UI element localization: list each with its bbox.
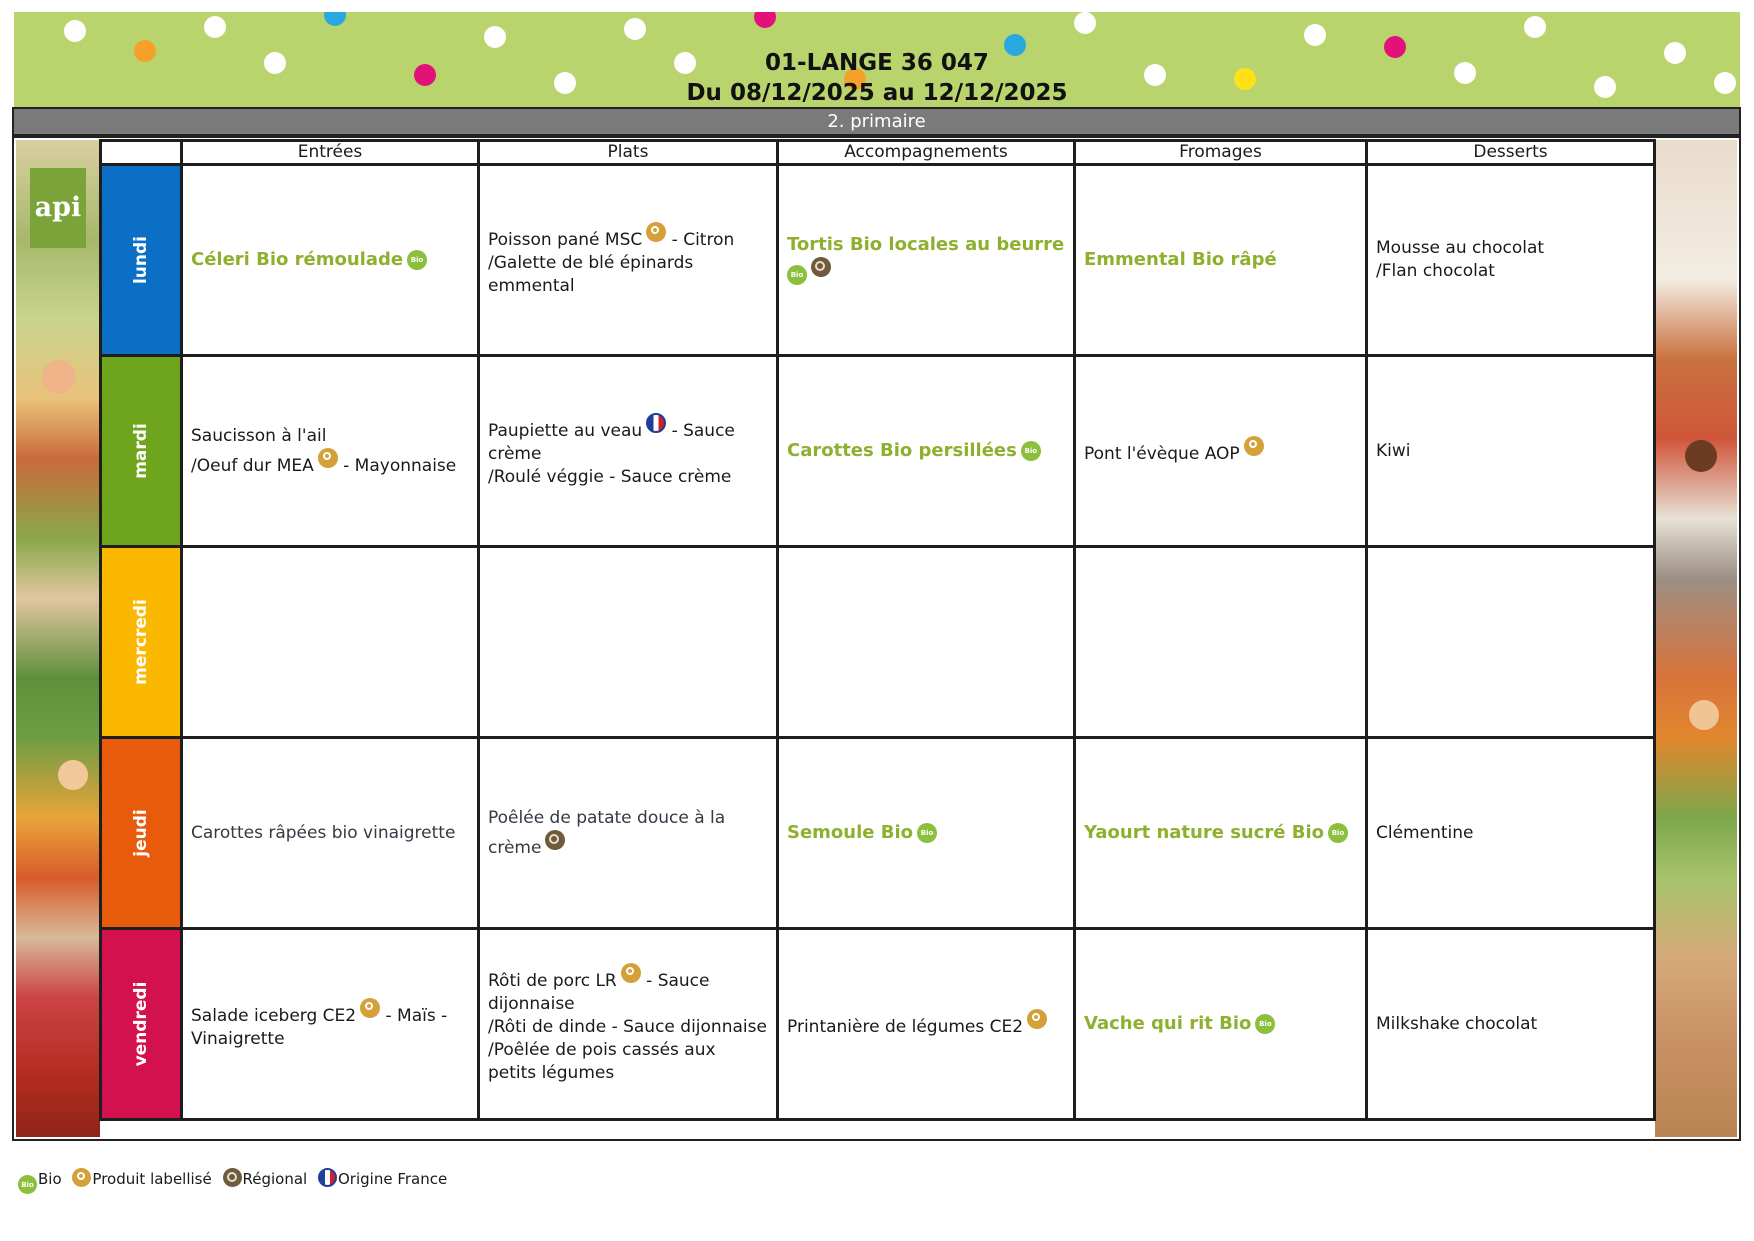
date-range: Du 08/12/2025 au 12/12/2025 xyxy=(686,80,1068,106)
cell-jeudi-accompagnements: Semoule Bio Bio xyxy=(778,738,1075,929)
regional-icon xyxy=(811,257,831,277)
header-banner xyxy=(14,12,1740,108)
bio-badge-icon: Bio xyxy=(787,265,807,285)
table-row xyxy=(101,738,1655,929)
table-row xyxy=(101,165,1655,356)
cell-mardi-accompagnements: Carottes Bio persillées Bio xyxy=(778,356,1075,547)
cell-vendredi-entrees: Salade iceberg CE2 - Maïs - Vinaigrette xyxy=(182,929,479,1120)
column-header-accompagnements: Accompagnements xyxy=(778,141,1075,165)
cell-mardi-desserts: Kiwi xyxy=(1367,356,1655,547)
cell-vendredi-desserts: Milkshake chocolat xyxy=(1367,929,1655,1120)
bio-badge-icon: Bio xyxy=(1255,1014,1275,1034)
label-rosette-icon xyxy=(646,222,666,242)
cell-jeudi-fromages: Yaourt nature sucré Bio Bio xyxy=(1075,738,1367,929)
column-header-plats: Plats xyxy=(479,141,778,165)
cell-mercredi-entrees xyxy=(182,547,479,738)
label-rosette-icon xyxy=(72,1168,91,1187)
france-flag-icon xyxy=(318,1168,337,1187)
cell-mardi-fromages: Pont l'évèque AOP xyxy=(1075,356,1367,547)
label-rosette-icon xyxy=(318,448,338,468)
label-rosette-icon xyxy=(1244,436,1264,456)
day-label-mardi: mardi xyxy=(101,356,182,547)
column-header-entrees: Entrées xyxy=(182,141,479,165)
bio-badge-icon: Bio xyxy=(1328,823,1348,843)
legend xyxy=(18,1168,453,1194)
cell-jeudi-plats: Poêlée de patate douce à la crème xyxy=(479,738,778,929)
legend-item-bio: Bio Bio xyxy=(18,1169,62,1194)
cell-mercredi-accompagnements xyxy=(778,547,1075,738)
regional-icon xyxy=(545,830,565,850)
cell-mercredi-plats xyxy=(479,547,778,738)
cell-mardi-plats: Paupiette au veau - Sauce crème /Roulé véggie - Sauce crème xyxy=(479,356,778,547)
legend-item-france: Origine France xyxy=(318,1168,447,1189)
day-label-lundi: lundi xyxy=(101,165,182,356)
day-label-vendredi: vendredi xyxy=(101,929,182,1120)
header-row xyxy=(101,141,1655,165)
legend-item-label: Produit labellisé xyxy=(72,1168,211,1189)
cell-jeudi-desserts: Clémentine xyxy=(1367,738,1655,929)
bio-badge-icon: Bio xyxy=(1021,441,1041,461)
child-illustration xyxy=(42,360,76,394)
cell-vendredi-plats: Rôti de porc LR - Sauce dijonnaise /Rôti de dinde - Sauce dijonnaise /Poêlée de pois cassés aux petits légumes xyxy=(479,929,778,1120)
column-header-fromages: Fromages xyxy=(1075,141,1367,165)
child-illustration xyxy=(58,760,88,790)
cell-lundi-plats: Poisson pané MSC - Citron /Galette de blé épinards emmental xyxy=(479,165,778,356)
cell-vendredi-accompagnements: Printanière de légumes CE2 xyxy=(778,929,1075,1120)
column-header-desserts: Desserts xyxy=(1367,141,1655,165)
label-rosette-icon xyxy=(360,998,380,1018)
right-decoration xyxy=(1655,140,1737,1137)
left-decoration xyxy=(16,140,100,1137)
page-title xyxy=(14,48,1740,108)
regional-icon xyxy=(223,1168,242,1187)
cell-lundi-desserts: Mousse au chocolat /Flan chocolat xyxy=(1367,165,1655,356)
table-row xyxy=(101,929,1655,1120)
label-rosette-icon xyxy=(1027,1009,1047,1029)
legend-item-regional: Régional xyxy=(223,1168,308,1189)
weekly-menu-table xyxy=(99,139,1656,1121)
label-rosette-icon xyxy=(621,963,641,983)
child-illustration xyxy=(1685,440,1717,472)
day-label-jeudi: jeudi xyxy=(101,738,182,929)
cell-mercredi-fromages xyxy=(1075,547,1367,738)
cell-lundi-fromages: Emmental Bio râpé xyxy=(1075,165,1367,356)
level-bar: 2. primaire xyxy=(12,107,1741,136)
bio-badge-icon: Bio xyxy=(18,1175,37,1194)
cell-lundi-entrees: Céleri Bio rémoulade Bio xyxy=(182,165,479,356)
cell-jeudi-entrees: Carottes râpées bio vinaigrette xyxy=(182,738,479,929)
cell-vendredi-fromages: Vache qui rit Bio Bio xyxy=(1075,929,1367,1120)
cell-lundi-accompagnements: Tortis Bio locales au beurre Bio xyxy=(778,165,1075,356)
child-illustration xyxy=(1689,700,1719,730)
bio-badge-icon: Bio xyxy=(407,250,427,270)
bio-badge-icon: Bio xyxy=(917,823,937,843)
cell-mercredi-desserts xyxy=(1367,547,1655,738)
canteen-name: 01-LANGE 36 047 xyxy=(765,50,989,76)
table-row xyxy=(101,356,1655,547)
api-logo: api xyxy=(30,168,86,248)
corner-cell xyxy=(101,141,182,165)
cell-mardi-entrees: Saucisson à l'ail /Oeuf dur MEA - Mayonnaise xyxy=(182,356,479,547)
france-flag-icon xyxy=(646,413,666,433)
day-label-mercredi: mercredi xyxy=(101,547,182,738)
table-row xyxy=(101,547,1655,738)
